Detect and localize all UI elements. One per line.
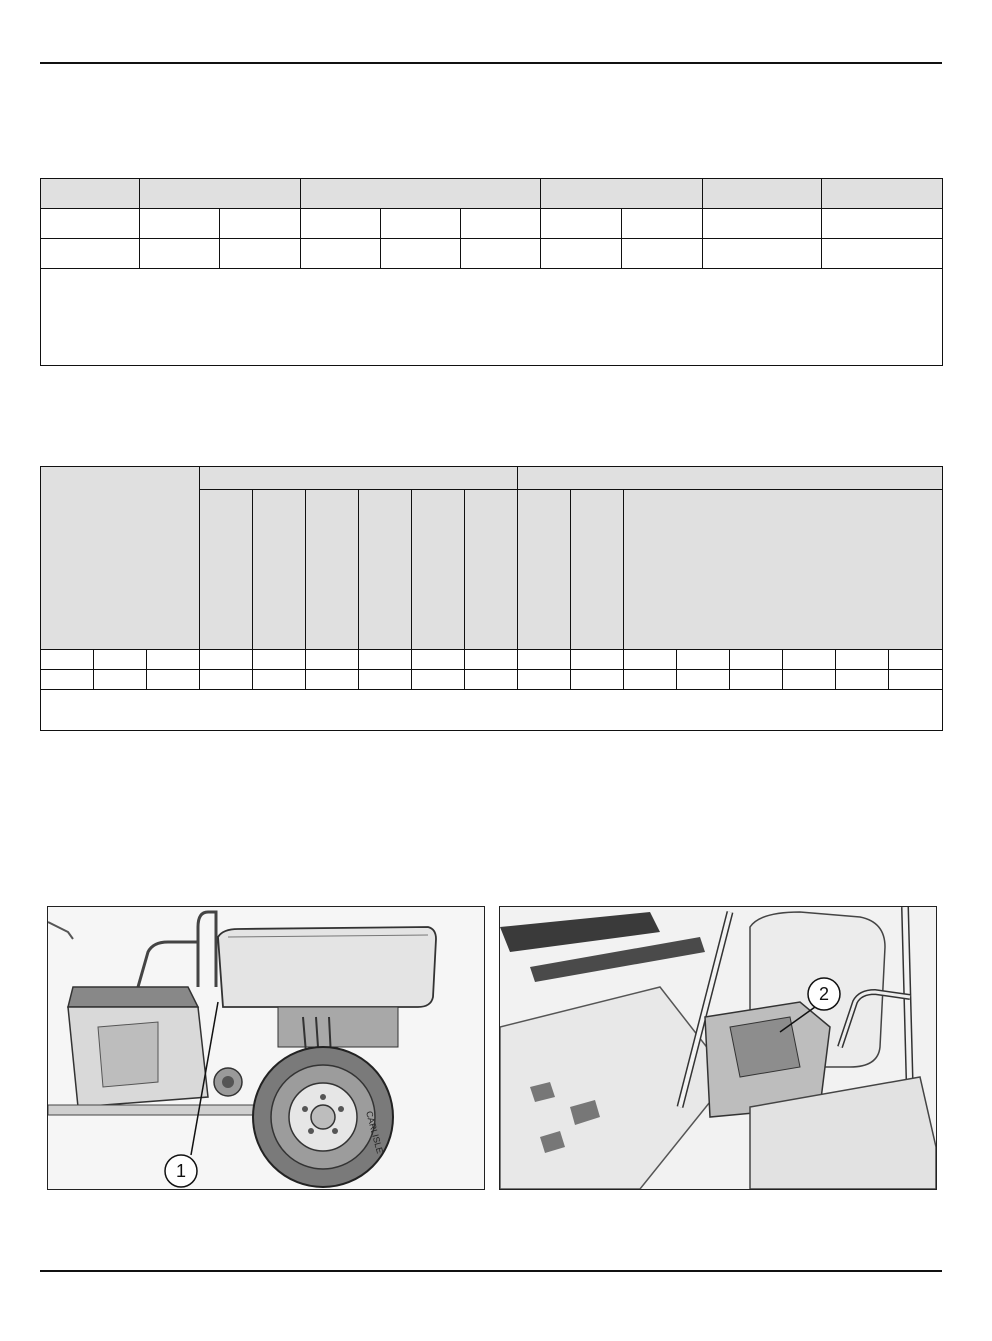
table2-note-cell <box>41 690 943 731</box>
table2-column-header <box>624 490 943 650</box>
table2-cell <box>412 650 465 670</box>
table2-column-header <box>359 490 412 650</box>
footer-rule <box>40 1270 942 1272</box>
table1-cell <box>301 239 381 269</box>
table1-cell <box>822 239 943 269</box>
table2-cell <box>783 670 836 690</box>
table1-cell <box>41 209 140 239</box>
table2-cell <box>624 670 677 690</box>
table1-cell <box>220 239 301 269</box>
table2-cell <box>571 650 624 670</box>
table2-cell <box>94 670 147 690</box>
table1-cell <box>41 239 140 269</box>
table-2 <box>40 466 943 731</box>
table1-note-cell <box>41 269 943 366</box>
vehicle-rear-illustration <box>500 907 936 1189</box>
table2-cell <box>677 650 730 670</box>
table2-cell <box>253 670 306 690</box>
table2-column-header <box>571 490 624 650</box>
table2-cell <box>889 670 943 690</box>
table1-cell <box>140 209 220 239</box>
table1-cell <box>461 239 541 269</box>
table2-cell <box>465 670 518 690</box>
table1-cell <box>381 239 461 269</box>
table1-cell <box>140 239 220 269</box>
figure-vehicle-side-view <box>47 906 485 1190</box>
table2-cell <box>889 650 943 670</box>
table1-cell <box>541 209 622 239</box>
table2-cell <box>783 650 836 670</box>
table2-column-header <box>306 490 359 650</box>
table2-cell <box>306 670 359 690</box>
table2-cell <box>518 670 571 690</box>
table2-cell <box>253 650 306 670</box>
table1-cell <box>703 209 822 239</box>
table2-cell <box>41 650 94 670</box>
header-rule <box>40 62 942 64</box>
table1-header-cell <box>822 179 943 209</box>
table1-cell <box>381 209 461 239</box>
table-1 <box>40 178 943 366</box>
table2-column-header <box>253 490 306 650</box>
table2-cell <box>147 670 200 690</box>
table2-cell <box>730 650 783 670</box>
callout-1-label: 1 <box>175 1161 187 1181</box>
vehicle-side-illustration <box>48 907 484 1189</box>
tire-brand-text: CARLISLE <box>364 1109 385 1155</box>
table2-group-header <box>200 467 518 490</box>
table2-column-header <box>412 490 465 650</box>
table2-cell <box>836 670 889 690</box>
table1-header-cell <box>140 179 301 209</box>
table2-cell <box>677 670 730 690</box>
table2-column-header <box>200 490 253 650</box>
table2-cell <box>359 670 412 690</box>
table2-cell <box>518 650 571 670</box>
table2-cell <box>41 670 94 690</box>
table2-cell <box>200 650 253 670</box>
table1-header-cell <box>541 179 703 209</box>
table2-column-header <box>518 490 571 650</box>
table1-cell <box>622 209 703 239</box>
table1-cell <box>541 239 622 269</box>
figure-vehicle-top-rear-view <box>499 906 937 1190</box>
table1-header-cell <box>301 179 541 209</box>
table1-cell <box>622 239 703 269</box>
table-row <box>41 670 943 690</box>
table2-group-header <box>518 467 943 490</box>
table1-cell <box>301 209 381 239</box>
table2-corner-cell <box>41 467 200 650</box>
table2-cell <box>94 650 147 670</box>
table2-cell <box>147 650 200 670</box>
table1-cell <box>220 209 301 239</box>
table2-cell <box>836 650 889 670</box>
table-row <box>41 650 943 670</box>
table1-header-cell <box>41 179 140 209</box>
table2-column-header <box>465 490 518 650</box>
table2-cell <box>306 650 359 670</box>
table1-cell <box>703 239 822 269</box>
table1-cell <box>822 209 943 239</box>
callout-2-label: 2 <box>818 984 830 1004</box>
table2-cell <box>465 650 518 670</box>
table1-cell <box>461 209 541 239</box>
table2-cell <box>730 670 783 690</box>
table2-cell <box>412 670 465 690</box>
table1-header-cell <box>703 179 822 209</box>
table2-cell <box>200 670 253 690</box>
table2-cell <box>359 650 412 670</box>
table2-cell <box>624 650 677 670</box>
table2-cell <box>571 670 624 690</box>
